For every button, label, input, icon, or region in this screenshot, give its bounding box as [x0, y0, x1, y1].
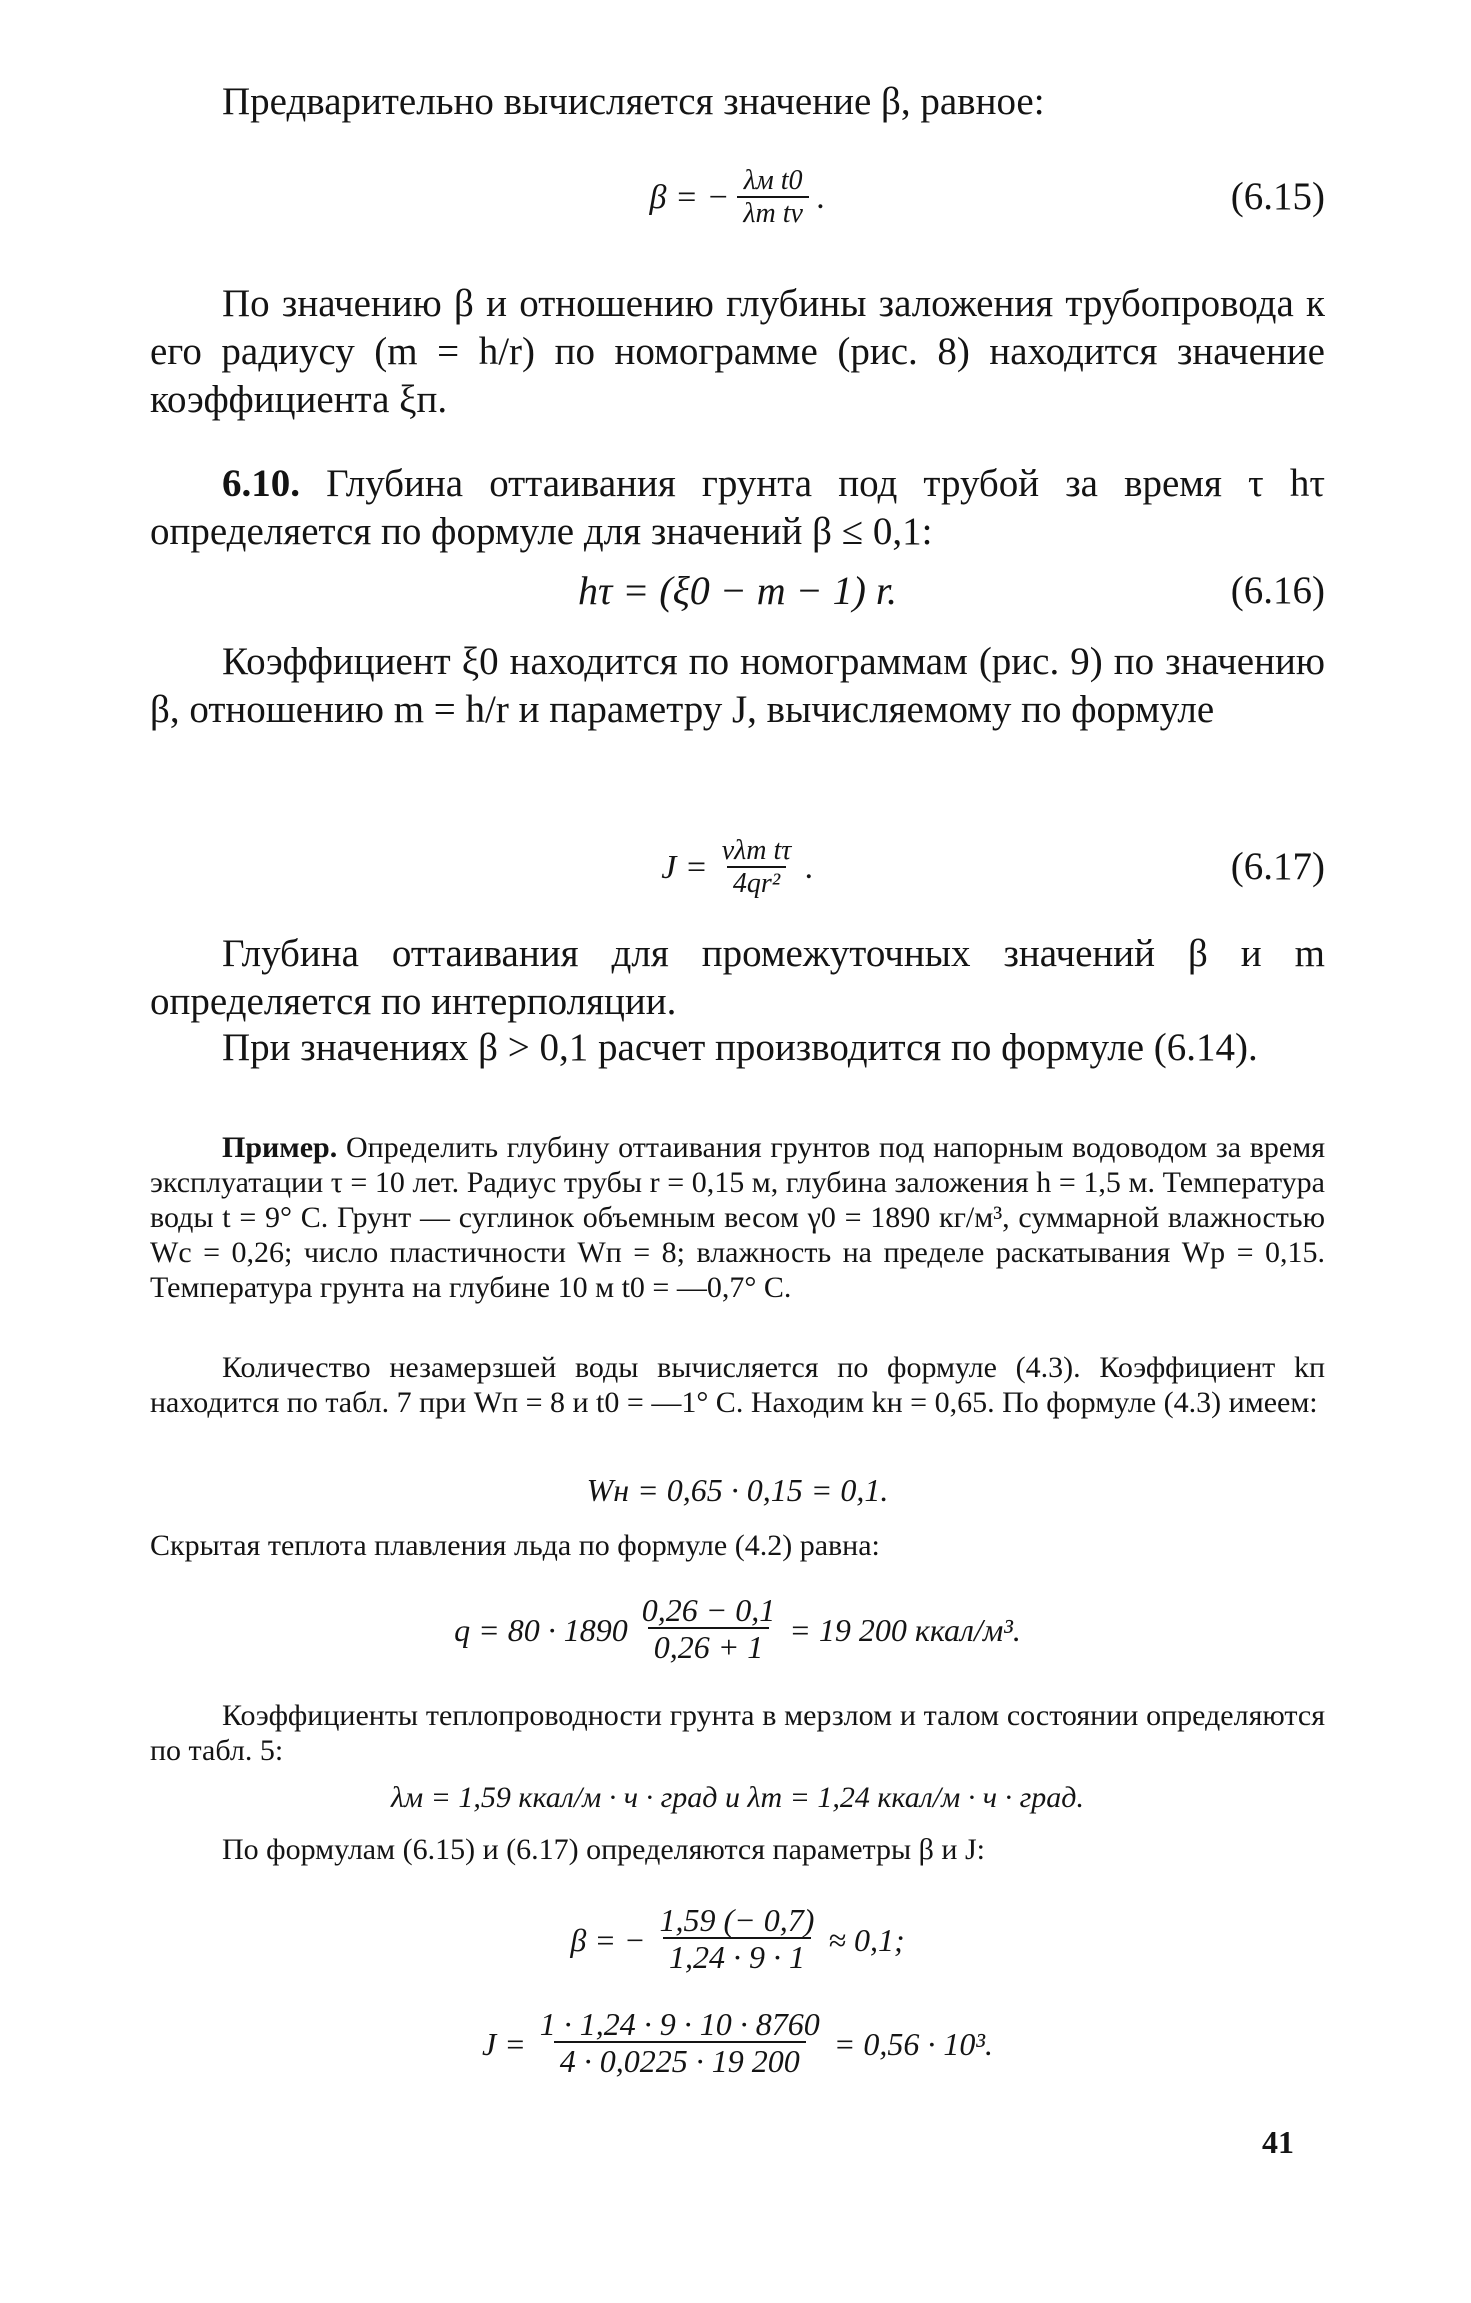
- equation-j-value: [150, 1996, 1325, 2092]
- eq-6-17-denominator: 4qr²: [727, 866, 786, 900]
- example-text: Определить глубину оттаивания грунтов под напорным водоводом за время эксплуатации τ = 10 лет. Радиус трубы r = 0,15 м, глубина заложения h = 1,5 м. Температура воды t = 9° С. Грунт — суглинок объемным весом γ0 = 1890 кг/м³, суммарной влажностью Wc = 0,26; число пластичности Wп = 8; влажность на пределе раскатывания Wр = 0,15. Температура грунта на глубине 10 м t0 = —0,7° С.: [150, 1131, 1326, 1304]
- equation-6-16: [150, 560, 1325, 620]
- eq-beta-lhs: β = −: [570, 1921, 646, 1958]
- paragraph-interpolation: Глубина оттаивания для промежуточных значений β и m определяется по интерполяции.: [150, 932, 1325, 1023]
- eq-6-17-number: (6.17): [1230, 845, 1325, 888]
- section-6-10: [150, 460, 1325, 556]
- equation-6-15: β = − $\frac{\text{λм t0}}{\text{λт tv}}$ . (6.15): [649, 165, 1325, 229]
- eq-6-16-number: (6.16): [1230, 569, 1325, 612]
- section-6-10-text: Глубина оттаивания грунта под трубой за время τ hτ определяется по формуле для значений β ≤ 0,1:: [150, 462, 1326, 553]
- eq-q-rhs: = 19 200 ккал/м³.: [789, 1611, 1021, 1648]
- eq-6-15-number: (6.15): [1230, 175, 1325, 218]
- equation-q: [150, 1580, 1325, 1680]
- eq-6-17-numerator: νλт tτ: [721, 835, 792, 867]
- paragraph-unfrozen-water: Количество незамерзшей воды вычисляется по формуле (4.3). Коэффициент kп находится по табл. 7 при Wп = 8 и t0 = —1° С. Находим kн = 0,65. По формуле (4.3) имеем:: [150, 1351, 1325, 1419]
- eq-6-16-expression: hτ = (ξ0 − m − 1) r.: [577, 567, 898, 613]
- eq-q-lhs: q = 80 · 1890: [454, 1611, 628, 1648]
- equation-lambda: [150, 1778, 1325, 1818]
- page-number: 41: [1262, 2124, 1294, 2160]
- eq-q-numerator: 0,26 − 0,1: [641, 1591, 776, 1628]
- eq-lambda-expression: λм = 1,59 ккал/м · ч · град и λт = 1,24 ккал/м · ч · град.: [391, 1781, 1084, 1814]
- eq-j-lhs: J =: [482, 2025, 526, 2062]
- eq-6-17-lhs: J =: [661, 849, 708, 886]
- paragraph-latent-heat: Скрытая теплота плавления льда по формуле (4.2) равна:: [150, 1529, 880, 1562]
- example-paragraph: [150, 1130, 1325, 1305]
- eq-6-15-lhs: β = −: [649, 179, 730, 216]
- eq-6-15-numerator: λм t0: [743, 165, 803, 197]
- equation-wn: [150, 1470, 1325, 1510]
- eq-j-numerator: 1 · 1,24 · 9 · 10 · 8760: [539, 2005, 820, 2042]
- paragraph-conductivity: Коэффициенты теплопроводности грунта в мерзлом и талом состоянии определяются по табл. 5:: [150, 1699, 1325, 1767]
- eq-wn-expression: Wн = 0,65 · 0,15 = 0,1.: [586, 1471, 889, 1508]
- eq-beta-denominator: 1,24 · 9 · 1: [663, 1937, 811, 1976]
- paragraph-large-beta: При значениях β > 0,1 расчет производится по формуле (6.14).: [222, 1026, 1258, 1069]
- equation-beta-value: [150, 1892, 1325, 1988]
- eq-6-15-denominator: λт tv: [737, 196, 809, 230]
- eq-j-denominator: 4 · 0,0225 · 19 200: [554, 2041, 806, 2080]
- paragraph-coefficient: Коэффициент ξ0 находится по номограммам (рис. 9) по значению β, отношению m = h/r и параметру J, вычисляемому по формуле: [150, 640, 1325, 731]
- eq-beta-rhs: ≈ 0,1;: [828, 1921, 905, 1958]
- eq-j-rhs: = 0,56 · 10³.: [833, 2025, 993, 2062]
- paragraph-intro: Предварительно вычисляется значение β, равное:: [222, 80, 1045, 123]
- equation-6-17: J = $\frac{\text{νλт tτ}}{\text{4qr²}}$ . (6.17): [661, 835, 1325, 899]
- paragraph-xi: По значению β и отношению глубины заложения трубопровода к его радиусу (m = h/r) по номограмме (рис. 8) находится значение коэффициента ξп.: [150, 282, 1325, 421]
- section-number: 6.10.: [222, 462, 300, 505]
- example-label: Пример.: [222, 1131, 338, 1164]
- paragraph-parameters: По формулам (6.15) и (6.17) определяются параметры β и J:: [222, 1833, 985, 1866]
- eq-beta-numerator: 1,59 (− 0,7): [659, 1901, 815, 1938]
- eq-q-denominator: 0,26 + 1: [648, 1627, 770, 1666]
